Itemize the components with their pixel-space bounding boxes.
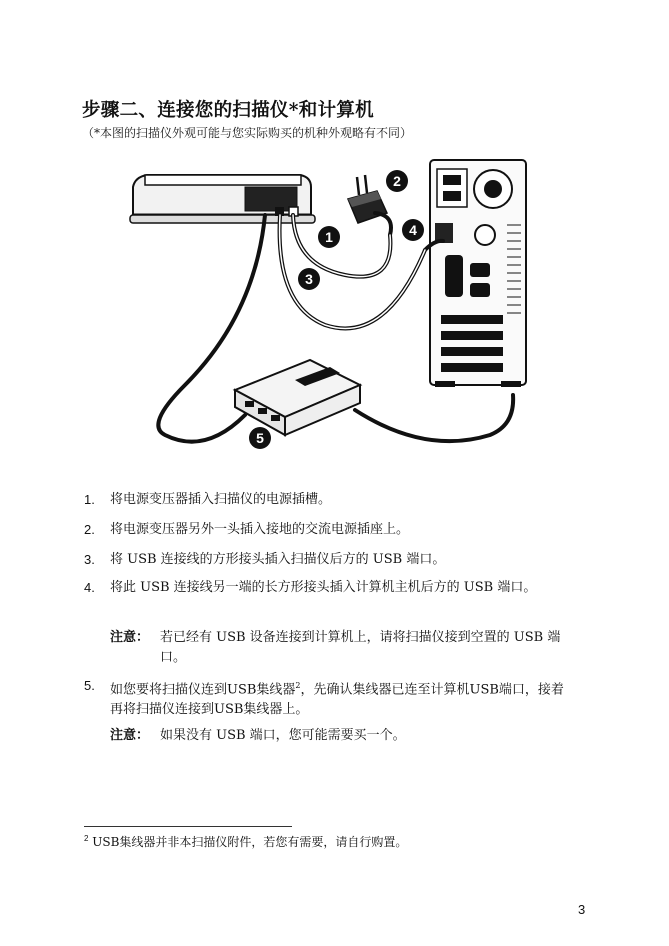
step-number: 3.: [84, 552, 95, 567]
svg-text:4: 4: [409, 222, 417, 238]
svg-text:5: 5: [256, 430, 264, 446]
step-text: 将 USB 连接线的方形接头插入扫描仪后方的 USB 端口。: [110, 552, 446, 567]
step-number: 1.: [84, 492, 95, 507]
usb-hub-illustration: [235, 360, 360, 435]
step-text: 将此 USB 连接线另一端的长方形接头插入计算机主机后方的 USB 端口。: [110, 580, 537, 595]
footnote-divider: [84, 826, 292, 827]
figure-caption: （*本图的扫描仪外观可能与您实际购买的机种外观略有不同）: [82, 126, 413, 140]
step-number: 2.: [84, 522, 95, 537]
callout-4: [402, 219, 424, 241]
step-number: 4.: [84, 580, 95, 595]
step-text: 将电源变压器另外一头插入接地的交流电源插座上。: [110, 522, 410, 537]
note-2: [110, 726, 574, 746]
svg-text:3: 3: [305, 271, 313, 287]
step-number: 5.: [84, 678, 95, 693]
note-label: 注意：: [110, 630, 150, 645]
note-1: [110, 628, 574, 665]
footnote-text: USB集线器并非本扫描仪附件，若您有需要，请自行购置。: [92, 835, 408, 849]
svg-text:1: 1: [325, 229, 333, 245]
step-text: 如您要将扫描仪连到USB集线器$^2$，先确认集线器已连至计算机USB端口，接着再将扫描仪连接到USB集线器上。: [110, 681, 564, 718]
svg-text:2: 2: [393, 173, 401, 189]
callout-3: [298, 268, 320, 290]
section-heading: 步骤二、连接您的扫描仪*和计算机: [82, 100, 374, 121]
footnote-ref: 2: [295, 681, 301, 690]
footnote-marker: 2: [84, 834, 89, 843]
callout-5: [249, 427, 271, 449]
callout-2: [386, 170, 408, 192]
computer-tower-illustration: [430, 160, 526, 387]
note-text: 如果没有 USB 端口，您可能需要买一个。: [160, 728, 406, 743]
note-label: 注意：: [110, 728, 150, 743]
callout-1: [318, 226, 340, 248]
note-text: 若已经有 USB 设备连接到计算机上，请将扫描仪接到空置的 USB 端口。: [160, 630, 561, 665]
page-number: 3: [578, 902, 586, 917]
footnote: [84, 833, 407, 850]
connection-illustration: [125, 155, 530, 455]
step-text: 将电源变压器插入扫描仪的电源插槽。: [110, 492, 332, 507]
scanner-illustration: [130, 175, 315, 223]
